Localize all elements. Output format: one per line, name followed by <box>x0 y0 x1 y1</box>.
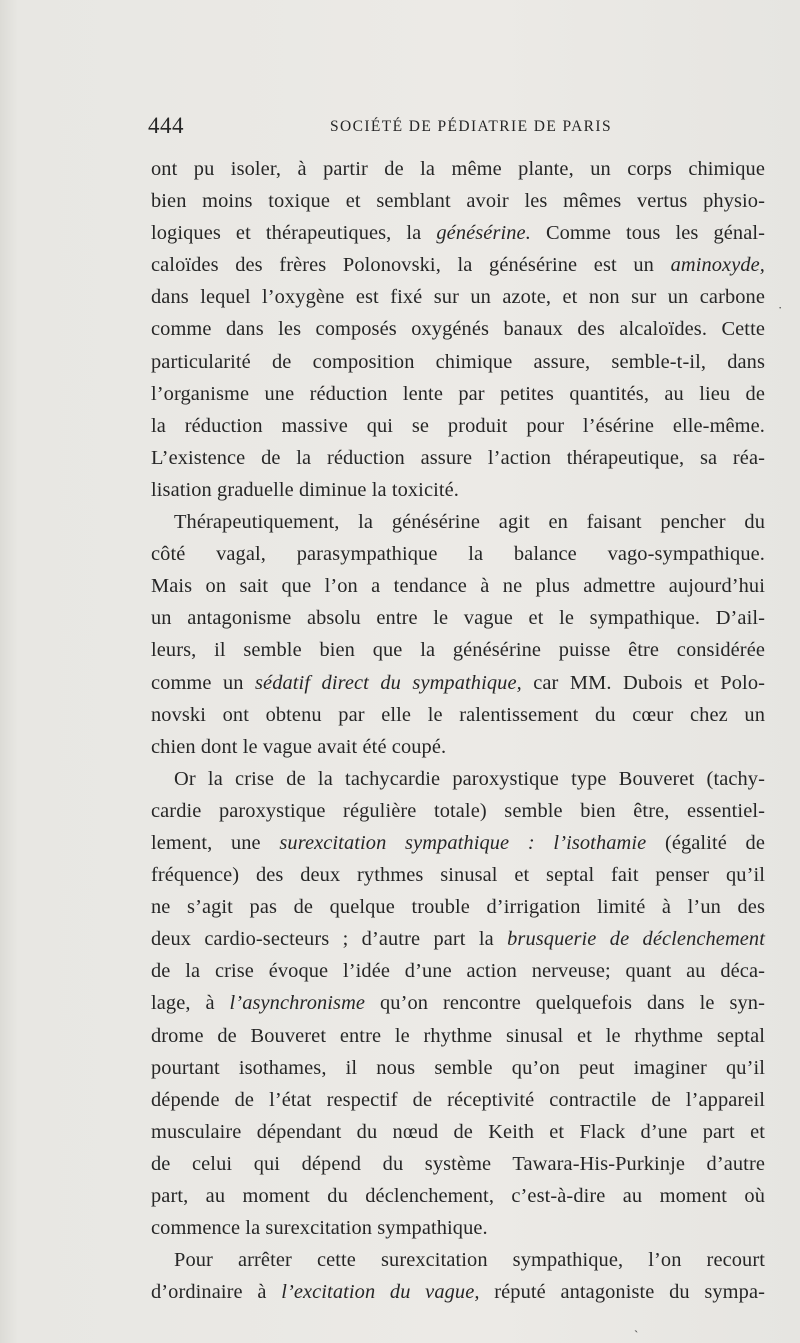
text-run: L’existence de la réduction assure l’action thérapeutique, sa réa- <box>151 446 765 469</box>
text-run: fréquence) des deux rythmes sinusal et septal fait penser qu’il <box>151 864 765 887</box>
text-line <box>151 795 765 827</box>
text-line <box>151 1052 765 1084</box>
text-run: commence la surexcitation sympathique. <box>151 1217 488 1240</box>
page-header <box>148 113 612 143</box>
text-line <box>151 185 765 217</box>
text-line <box>151 955 765 987</box>
text-line <box>151 1020 765 1052</box>
text-run: un antagonisme absolu entre le vague et le sympathique. D’ail- <box>151 607 765 630</box>
text-run: particularité de composition chimique assure, semble-t-il, dans <box>151 350 765 373</box>
text-line <box>151 1180 765 1212</box>
text-run: pourtant isothames, il nous semble qu’on peut imaginer qu’il <box>151 1056 765 1079</box>
text-run: Thérapeutiquement, la génésérine agit en faisant pencher du <box>174 511 765 534</box>
text-line <box>151 410 765 442</box>
text-run: comme un <box>151 671 256 694</box>
italic-run: aminoxyde, <box>670 254 765 277</box>
text-line <box>151 602 765 634</box>
text-line <box>151 506 765 538</box>
text-run: part, au moment du déclenchement, c’est-à-dire au moment où <box>151 1185 765 1207</box>
text-line <box>151 763 765 795</box>
running-head: SOCIÉTÉ DE PÉDIATRIE DE PARIS <box>329 118 612 135</box>
text-line <box>151 827 765 859</box>
text-run: Pour arrêter cette surexcitation sympathique, l’on recourt <box>174 1249 765 1272</box>
text-run: musculaire dépendant du nœud de Keith et Flack d’une part et <box>151 1120 765 1143</box>
text-run: Or la crise de la tachycardie paroxystique type Bouveret (tachy- <box>174 767 765 790</box>
text-line <box>151 1148 765 1180</box>
text-line <box>151 859 765 891</box>
text-run: leurs, il semble bien que la génésérine puisse être considérée <box>151 639 765 662</box>
text-run: lage, à <box>151 992 230 1015</box>
text-line <box>151 731 765 763</box>
text-line <box>151 1084 765 1116</box>
text-run: comme dans les composés oxygénés banaux des alcaloïdes. Cette <box>151 318 765 341</box>
italic-run: brusquerie de déclenchement <box>507 928 765 951</box>
text-line <box>151 281 765 313</box>
text-line <box>151 1276 765 1308</box>
text-run: de la crise évoque l’idée d’une action nerveuse; quant au déca- <box>151 960 765 983</box>
text-run: bien moins toxique et semblant avoir les mêmes vertus physio- <box>151 190 765 213</box>
text-line <box>151 923 765 955</box>
text-run: ont pu isoler, à partir de la même plante, un corps chimique <box>151 158 765 180</box>
italic-run: génésérine. <box>436 222 531 245</box>
text-run: caloïdes des frères Polonovski, la génésérine est un <box>151 254 671 277</box>
text-line <box>151 313 765 345</box>
text-line <box>151 634 765 666</box>
margin-speck: ˎ <box>634 1318 639 1333</box>
page-number: 444 <box>148 113 184 138</box>
text-line <box>151 570 765 602</box>
text-run: lement, une <box>151 831 280 854</box>
text-run: lisation graduelle diminue la toxicité. <box>151 478 459 501</box>
text-run: qu’on rencontre quelquefois dans le syn- <box>365 992 765 1015</box>
text-line <box>151 538 765 570</box>
text-run: (égalité de <box>646 831 765 854</box>
text-line <box>151 699 765 731</box>
text-run: l’organisme une réduction lente par petites quantités, au lieu de <box>151 382 765 405</box>
text-line <box>151 217 765 249</box>
text-line <box>151 474 765 506</box>
italic-run: l’asynchronisme <box>229 992 366 1015</box>
text-line <box>151 1212 765 1244</box>
text-run: car MM. Dubois et Polo- <box>521 671 765 694</box>
text-run: côté vagal, parasympathique la balance vago-sympathique. <box>151 543 765 566</box>
text-run: réputé antagoniste du sympa- <box>479 1281 765 1304</box>
text-run: la réduction massive qui se produit pour l’ésérine elle-même. <box>151 414 765 437</box>
text-run: novski ont obtenu par elle le ralentissement du cœur chez un <box>151 703 765 726</box>
text-run: Comme tous les génal- <box>530 222 766 245</box>
text-line <box>151 667 765 699</box>
text-line <box>151 1244 765 1276</box>
text-run: drome de Bouveret entre le rhythme sinusal et le rhythme septal <box>151 1024 765 1047</box>
text-run: logiques et thérapeutiques, la <box>151 222 437 245</box>
text-run: d’ordinaire à <box>151 1281 282 1304</box>
text-line <box>151 153 765 185</box>
italic-run: l’excitation du vague, <box>281 1281 480 1304</box>
text-run: chien dont le vague avait été coupé. <box>151 735 447 758</box>
text-line <box>151 1116 765 1148</box>
text-run: ne s’agit pas de quelque trouble d’irrigation limité à l’un des <box>151 896 765 919</box>
margin-speck: · <box>778 300 783 315</box>
text-run: dans lequel l’oxygène est fixé sur un azote, et non sur un carbone <box>151 286 765 309</box>
text-run: cardie paroxystique régulière totale) semble bien être, essentiel- <box>151 799 765 822</box>
text-run: deux cardio-secteurs ; d’autre part la <box>151 928 508 951</box>
text-line <box>151 987 765 1019</box>
text-line <box>151 442 765 474</box>
italic-run: surexcitation sympathique : l’isothamie <box>279 831 647 854</box>
body-text <box>151 153 765 1308</box>
text-line <box>151 891 765 923</box>
text-line <box>151 378 765 410</box>
text-run: dépende de l’état respectif de réceptivité contractile de l’appareil <box>151 1088 765 1111</box>
text-line <box>151 346 765 378</box>
text-run: de celui qui dépend du système Tawara-His-Purkinje d’autre <box>151 1152 765 1175</box>
italic-run: sédatif direct du sympathique, <box>255 671 522 694</box>
text-line <box>151 249 765 281</box>
text-run: Mais on sait que l’on a tendance à ne plus admettre aujourd’hui <box>151 575 765 598</box>
